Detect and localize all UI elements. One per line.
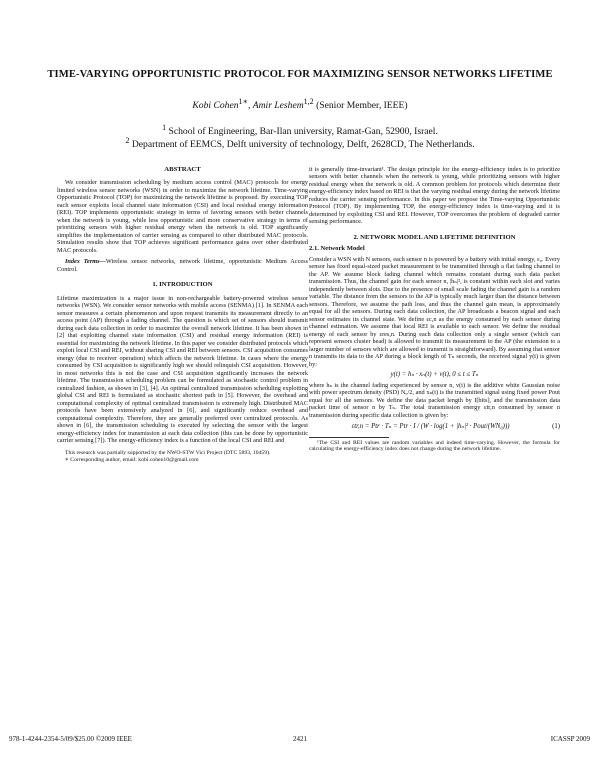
left-footnotes (57, 450, 308, 464)
author-line: Kobi Cohen$^{1∗}$, Amir Leshem$^{1,2}$ (Senior Member, IEEE) (192, 97, 408, 112)
intro-paragraph: Lifetime maximization is a major issue in non-rechargeable battery-powered wireless sensor networks (WSN). We consider sensor networks with mobile access (SENMA) [1]. In SENMA each sensor measures a certain phenomenon and upon request transmits its measurement directly to an access point (AP) through a fading channel. The question is which set of sensors should transmit during each data collection in order to maximize the overall network lifetime. It has been shown in [2] that exploiting channel state information (CSI) and residual energy information (REI) is essential for maximizing the network lifetime. In this paper we consider distributed protocols which exploit local CSI and REI, without sharing CSI and REI between sensors. CSI acquisition consumes energy (due to receiver operation) which affects the network lifetime. In cases where the energy consumed by CSI acquisition is significantly high we should relinquish CSI acquisition. However, in most networks this is not the case and CSI acquisition significantly increases the network lifetime. The transmission scheduling problem can be formulated as stochastic control problem in centralized fashion, as shown in [3], [4]. An optimal centralized transmission scheduling exploiting global CSI and REI is formulated as stochastic shortest path in [5]. However, the overhead and computational complexity of optimal centralized transmission is extremely high. Distributed MAC protocols have been extensively analyzed in [6], and significantly reduce overhead and computational complexity. Therefore, they are generally preferred over centralized protocols. As shown in [6], the transmission scheduling is executed by selecting the sensor with the largest energy-efficiency index for transmission at each data collection (this can be done by opportunistic carrier sensing [7]). The energy-efficiency index is a function of the local CSI and REI and (57, 294, 308, 444)
network-model-paragraph: Consider a WSN with N sensors, each sensor n is powered by a battery with initial energy, ε₀. Every sensor has fixed equal-sized packet measurement to be transmitted through a flat fading channel to the AP. We assume block fading channel which remains constant during each data packet transmission. Thus, the channel gain for each sensor n, |hₙ|², is constant within each slot and varies independently between slots. Due to the presence of small scale fading the channel gain is a random variable. The distance from the sensors to the AP is typically much larger than the distance between sensors. Therefore, we assume the path loss, and thus the channel gain mean, is approximately equal for all the sensors. During each data collection, the AP broadcasts a beacon signal and each sensor estimates its channel state. We define εc,n as the energy consumed by each sensor during channel estimation. We assume that local REI is available to each sensor. We define the residual energy of each sensor by εres,n. During each data collection only a single sensor (which can represent sensors cluster head) is allowed to transmit its measurement to the AP (the extension to a larger number of sensors which are allowed to transmit is straightforward). By assuming that sensor n transmits its data to the AP during a block length of Tₙ seconds, the received signal y(t) is given by: (309, 255, 560, 368)
author-2: Amir Leshem (252, 100, 304, 112)
funding-note: This research was partially supported by the NWO-STW Vici Project (DTC 5893, 10459). (65, 450, 271, 457)
footer-page-number: 2421 (293, 735, 307, 743)
signal-description: where hₙ is the channel fading experienced by sensor n, v(t) is the additive white Gaussian noise with power spectrum density (PSD) N₀/2, and xₙ(t) is the transmitted signal using fixed power Pout equal for all the sensors. We define the data packet length by I[bits], and the transmission data packet time of sensor n by Tₙ. The total transmission energy εtr,n consumed by sensor n transmission during specific data collection is given by: (309, 381, 560, 419)
right-footnote: ¹The CSI and REI values are random variables and indeed time-varying. However, the formula for calculating the energy-efficiency index does not change during the network lifetime. (309, 439, 560, 453)
author-1-mark: 1∗ (238, 97, 248, 106)
author-note: (Senior Member, IEEE) (316, 100, 408, 112)
intro-heading: 1. INTRODUCTION (152, 281, 213, 289)
footer-conference: ICASSP 2009 (550, 735, 590, 743)
affiliation-1: $^1$ School of Engineering, Bar-Ilan university, Ramat-Gan, 52900, Israel. (162, 123, 438, 138)
section-2-heading: 2. NETWORK MODEL AND LIFETIME DEFINITION (353, 233, 516, 241)
equation-number: (1) (552, 423, 560, 431)
abstract-text: We consider transmission scheduling by medium access control (MAC) protocols for energy limited wireless sensor networks (WSN) in order to maximize the network lifetime. Time-varying Opportunistic Protocol (TOP) for maximizing the network lifetime is proposed. By executing TOP each sensor exploits local channel state information (CSI) and local residual energy information (REI). TOP implements opportunistic strategy in terms of favoring sensors with better channels when the network is young, while less opportunistic and more conservative strategy in terms of prioritizing sensors with higher residual energy when the network is old. TOP significantly simplifies the implementation of carrier sensing as compared to other distributed MAC protocols. Simulation results show that TOP achieves significant performance gains over other distributed MAC protocols. (57, 179, 308, 254)
author-1: Kobi Cohen (192, 100, 239, 112)
affiliation-2: $^2$ Department of EEMCS, Delft university of technology, Delft, 2628CD, The Netherlands. (125, 136, 475, 151)
corresponding-note: ∗ Corresponding author, email: kobi.cohen10@gmail.com (65, 457, 199, 464)
equation-signal: y(t) = hₙ · xₙ(t) + v(t), 0 ≤ t ≤ Tₙ (390, 371, 479, 379)
right-column (309, 166, 560, 453)
author-2-mark: 1,2 (303, 97, 314, 106)
right-intro-paragraph: it is generally time-invariant¹. The design principle for the energy-efficiency index is to prioritize sensors with better channels when the network is young, while prioritizing sensors with higher residual energy when the network is old. A common problem for protocols which determine their energy-efficiency index based on REI is that the varying residual energy during the network lifetime reduces the carrier sensing performance. In this paper we propose the Time-varying Opportunistic Protocol (TOP). By implementing TOP, the energy-efficiency index is time-varying and it is determined by exploiting CSI and REI. However, TOP overcomes the problem of degraded carrier sensing performance. (309, 166, 560, 226)
paper-title: TIME-VARYING OPPORTUNISTIC PROTOCOL FOR MAXIMIZING SENSOR NETWORKS LIFETIME (47, 69, 553, 80)
equation-1: εtr,n = Ptr · Tₙ = Ptr · I / (W · log(1 + |hₙ|² · Pout/(WN₀))) (1) (351, 423, 560, 431)
left-column (57, 166, 308, 464)
subsection-heading: 2.1. Network Model (309, 245, 365, 253)
footnote-rule (309, 437, 389, 438)
index-terms: Index Terms—Wireless sensor networks, network lifetime, opportunistic Medium Access Control. (57, 258, 308, 273)
abstract-heading: ABSTRACT (164, 166, 201, 173)
footer-isbn: 978-1-4244-2354-5/09/$25.00 ©2009 IEEE (9, 735, 132, 743)
